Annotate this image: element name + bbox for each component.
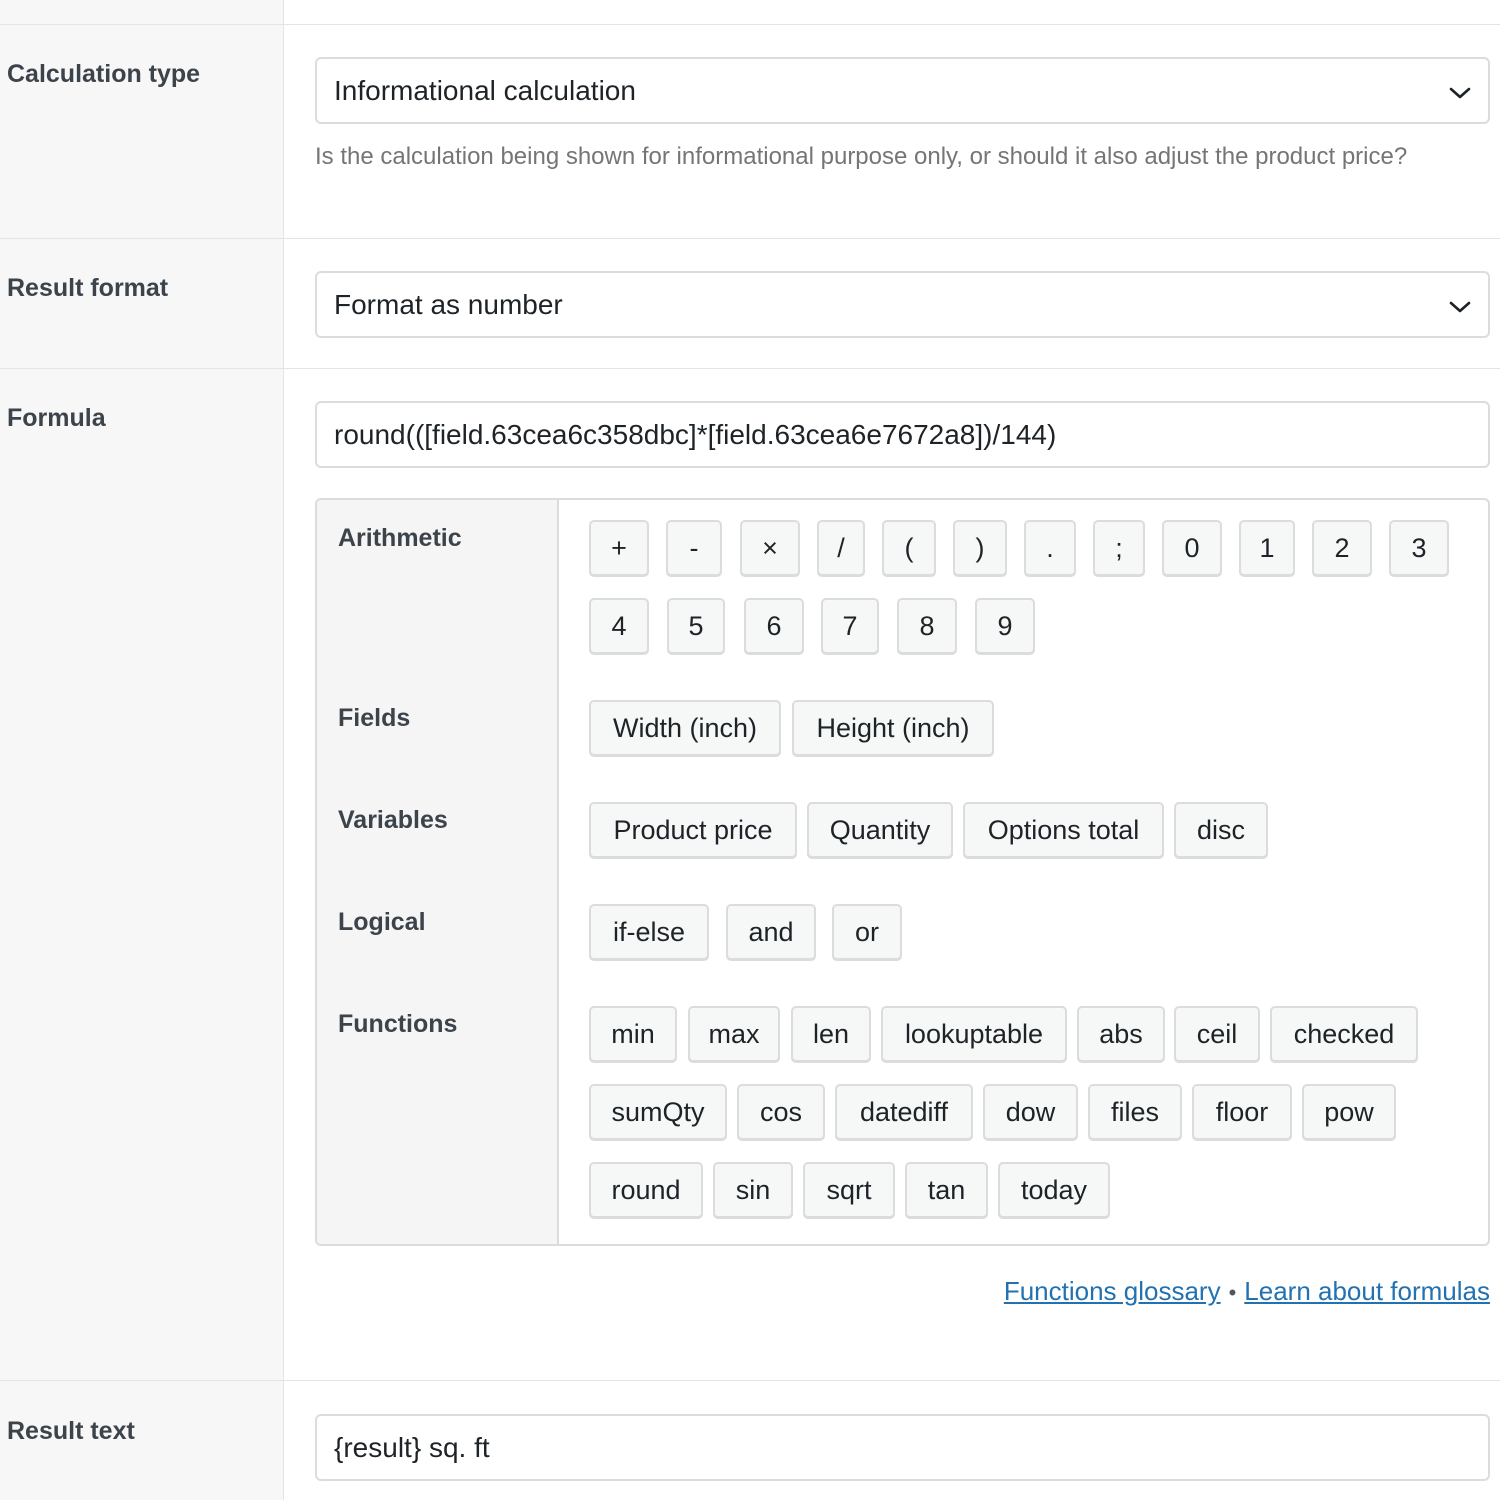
token-logic-if-else[interactable]: if-else [589,904,709,960]
token-digit-3[interactable]: 3 [1389,520,1449,576]
token-digit-4[interactable]: 4 [589,598,649,654]
builder-category-column [317,500,559,1244]
token-var-product-price[interactable]: Product price [589,802,797,858]
token-fn-lookuptable[interactable]: lookuptable [881,1006,1067,1062]
category-variables: Variables [338,806,448,834]
token-fn-round[interactable]: round [589,1162,703,1218]
help-links [1004,1276,1490,1307]
token-fn-max[interactable]: max [688,1006,780,1062]
calculation-type-help: Is the calculation being shown for informational purpose only, or should it also adjust the product price? [315,143,1408,170]
result-format-value: Format as number [334,288,563,320]
category-functions: Functions [338,1010,458,1038]
formula-builder [315,498,1490,1246]
token-digit-2[interactable]: 2 [1312,520,1372,576]
divider [0,1380,1500,1381]
category-logical: Logical [338,908,426,936]
formula-value: round(([field.63cea6c358dbc]*[field.63cea6e7672a8])/144) [334,418,1057,450]
token-divide[interactable]: / [817,520,865,576]
token-fn-tan[interactable]: tan [905,1162,988,1218]
functions-glossary-link[interactable]: Functions glossary [1003,1276,1221,1306]
token-fn-checked[interactable]: checked [1270,1006,1418,1062]
token-var-quantity[interactable]: Quantity [807,802,953,858]
token-fn-len[interactable]: len [791,1006,871,1062]
token-dot[interactable]: . [1024,520,1076,576]
token-fn-abs[interactable]: abs [1077,1006,1165,1062]
result-format-select[interactable] [315,271,1490,338]
token-fn-min[interactable]: min [589,1006,677,1062]
divider [0,24,1500,25]
token-fn-today[interactable]: today [998,1162,1110,1218]
token-digit-8[interactable]: 8 [897,598,957,654]
token-digit-5[interactable]: 5 [667,598,725,654]
token-digit-0[interactable]: 0 [1162,520,1222,576]
token-var-disc[interactable]: disc [1174,802,1268,858]
result-format-label: Result format [7,274,169,302]
token-fn-cos[interactable]: cos [737,1084,825,1140]
token-fn-ceil[interactable]: ceil [1174,1006,1260,1062]
token-digit-9[interactable]: 9 [975,598,1035,654]
token-fn-pow[interactable]: pow [1302,1084,1396,1140]
link-separator: • [1228,1280,1237,1305]
label-column [0,0,284,1500]
category-fields: Fields [338,704,411,732]
token-semicolon[interactable]: ; [1093,520,1145,576]
token-close-paren[interactable]: ) [953,520,1007,576]
chevron-down-icon [1448,295,1472,319]
token-fn-datediff[interactable]: datediff [835,1084,973,1140]
result-text-label: Result text [7,1417,135,1445]
calculation-type-select[interactable] [315,57,1490,124]
token-digit-6[interactable]: 6 [744,598,804,654]
token-fn-floor[interactable]: floor [1192,1084,1292,1140]
token-minus[interactable]: - [666,520,722,576]
category-arithmetic: Arithmetic [338,524,462,552]
token-logic-or[interactable]: or [832,904,902,960]
calculation-type-value: Informational calculation [334,74,636,106]
token-fn-sin[interactable]: sin [713,1162,793,1218]
token-digit-1[interactable]: 1 [1239,520,1295,576]
token-fn-dow[interactable]: dow [983,1084,1078,1140]
divider [0,238,1500,239]
token-field-width[interactable]: Width (inch) [589,700,781,756]
token-digit-7[interactable]: 7 [821,598,879,654]
token-fn-sqrt[interactable]: sqrt [803,1162,895,1218]
token-var-options-total[interactable]: Options total [963,802,1164,858]
token-field-height[interactable]: Height (inch) [792,700,994,756]
learn-formulas-link[interactable]: Learn about formulas [1244,1276,1490,1306]
formula-label: Formula [7,404,106,432]
token-multiply[interactable]: × [740,520,800,576]
token-open-paren[interactable]: ( [882,520,936,576]
token-logic-and[interactable]: and [726,904,816,960]
calculation-type-label: Calculation type [7,60,201,88]
token-plus[interactable]: + [589,520,649,576]
token-fn-sumqty[interactable]: sumQty [589,1084,727,1140]
formula-input[interactable] [315,401,1490,468]
result-text-input[interactable] [315,1414,1490,1481]
token-fn-files[interactable]: files [1088,1084,1182,1140]
divider [0,368,1500,369]
result-text-value: {result} sq. ft [334,1431,490,1463]
chevron-down-icon [1448,81,1472,105]
